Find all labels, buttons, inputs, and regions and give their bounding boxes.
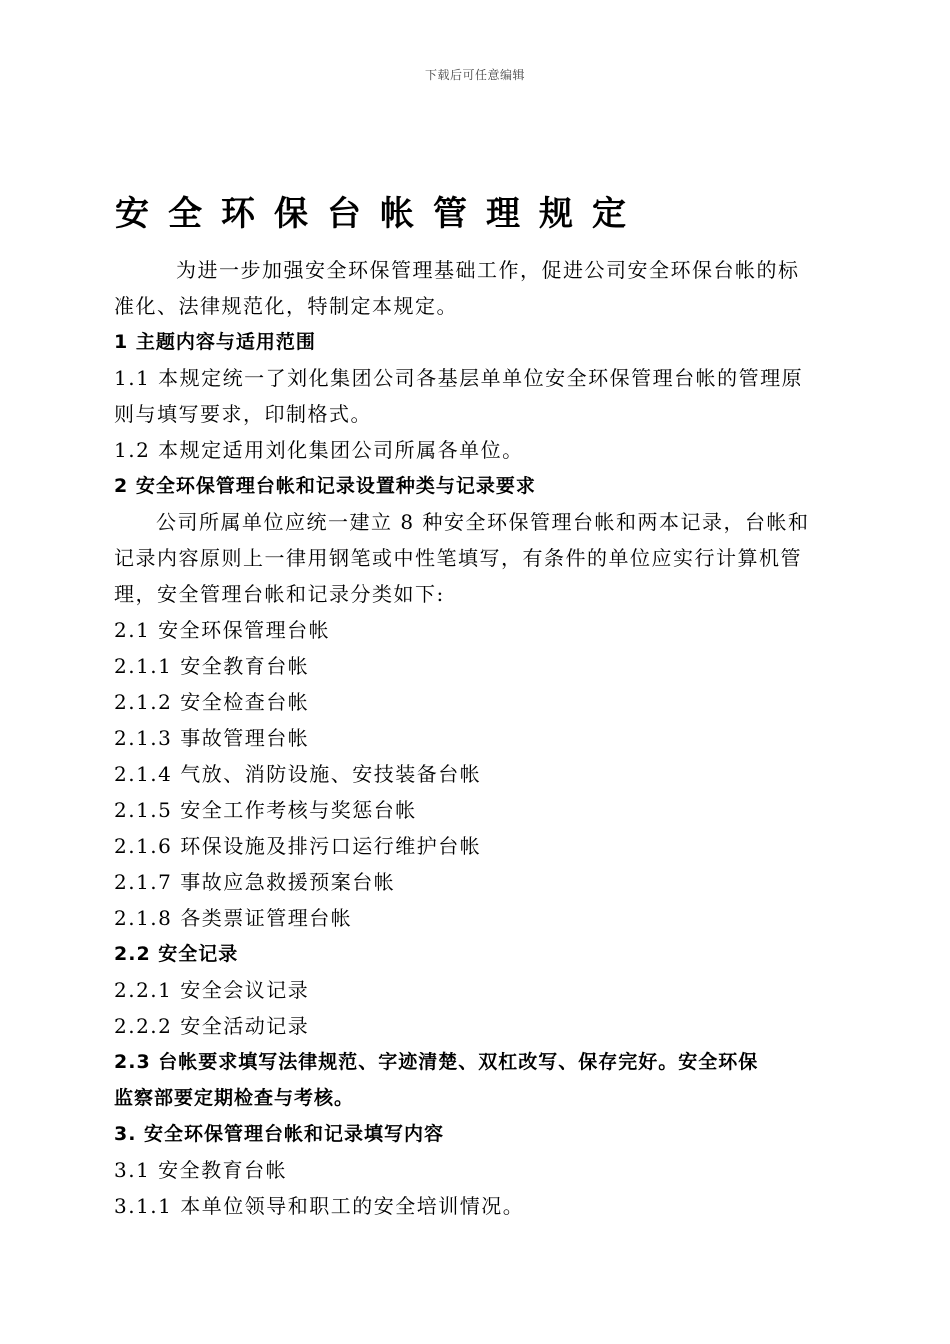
list-item: 2.2.1 安全会议记录: [114, 978, 310, 1002]
document-body: [114, 252, 838, 1224]
bold-paragraph-line: 监察部要定期检查与考核。: [114, 1087, 355, 1109]
paragraph-line: 理，安全管理台帐和记录分类如下:: [114, 582, 445, 606]
list-item: 2.1 安全环保管理台帐: [114, 618, 331, 642]
list-item: 2.1.3 事故管理台帐: [114, 726, 310, 750]
list-item: 3.1.1 本单位领导和职工的安全培训情况。: [114, 1194, 525, 1218]
header-note: 下载后可任意编辑: [424, 68, 525, 82]
document-title: 安全环保台帐管理规定: [115, 194, 645, 234]
paragraph-line: 记录内容原则上一律用钢笔或中性笔填写，有条件的单位应实行计算机管: [114, 546, 802, 570]
section-heading: 2 安全环保管理台帐和记录设置种类与记录要求: [114, 475, 536, 497]
paragraph-line: 为进一步加强安全环保管理基础工作，促进公司安全环保台帐的标: [176, 258, 800, 282]
list-item: 2.2.2 安全活动记录: [114, 1014, 310, 1038]
list-item: 2.1.6 环保设施及排污口运行维护台帐: [114, 834, 482, 858]
list-item: 2.1.7 事故应急救援预案台帐: [114, 870, 396, 894]
section-heading: 3. 安全环保管理台帐和记录填写内容: [114, 1123, 445, 1145]
paragraph-line: 1.1 本规定统一了刘化集团公司各基层单单位安全环保管理台帐的管理原: [114, 366, 804, 390]
list-item: 2.1.2 安全检查台帐: [114, 690, 310, 714]
section-heading: 1 主题内容与适用范围: [114, 331, 316, 353]
list-item: 2.1.4 气放、消防设施、安技装备台帐: [114, 762, 482, 786]
list-item: 2.1.1 安全教育台帐: [114, 654, 310, 678]
paragraph-line: 则与填写要求，印制格式。: [114, 402, 372, 426]
paragraph-line: 准化、法律规范化，特制定本规定。: [114, 294, 458, 318]
section-heading: 2.2 安全记录: [114, 943, 239, 965]
paragraph-line: 公司所属单位应统一建立 8 种安全环保管理台帐和两本记录，台帐和: [156, 510, 810, 534]
list-item: 3.1 安全教育台帐: [114, 1158, 288, 1182]
bold-paragraph-line: 2.3 台帐要求填写法律规范、字迹清楚、双杠改写、保存完好。安全环保: [114, 1051, 759, 1073]
paragraph-line: 1.2 本规定适用刘化集团公司所属各单位。: [114, 438, 524, 462]
list-item: 2.1.5 安全工作考核与奖惩台帐: [114, 798, 417, 822]
list-item: 2.1.8 各类票证管理台帐: [114, 906, 353, 930]
